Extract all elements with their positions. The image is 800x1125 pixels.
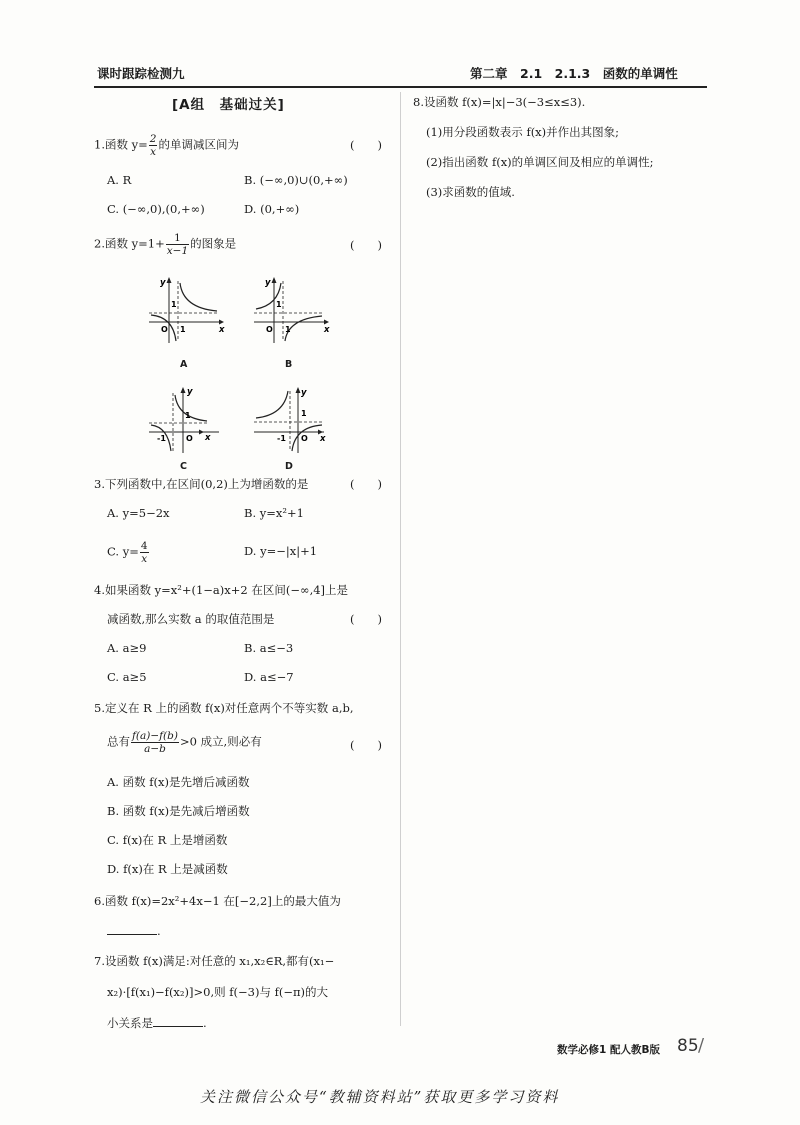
column-divider <box>400 92 401 1026</box>
q1-stem <box>94 133 239 158</box>
header-left: 课时跟踪检测九 <box>97 66 185 81</box>
graph-b-one-y: 1 <box>276 300 282 309</box>
q5-line2-prefix: 总有 <box>107 734 130 749</box>
q7-line3-end: . <box>203 1016 207 1030</box>
q5-option-c[interactable]: C. f(x)在 R 上是增函数 <box>107 833 228 847</box>
graph-a-origin: O <box>161 325 168 334</box>
q2-label-c: C <box>180 461 187 472</box>
q2-graph-c[interactable] <box>145 385 225 455</box>
q1-option-b[interactable]: B. (−∞,0)∪(0,+∞) <box>244 173 348 187</box>
q7-line2: x₂)·[f(x₁)−f(x₂)]>0,则 f(−3)与 f(−π)的大 <box>107 985 329 999</box>
graph-c-y-label: y <box>187 387 193 397</box>
graph-d-origin: O <box>301 434 308 443</box>
q5-answer-paren[interactable]: ( ) <box>350 738 382 752</box>
q8-line1: 8.设函数 f(x)=|x|−3(−3≤x≤3). <box>413 95 586 109</box>
bottom-handwritten-note: 关注微信公众号“教辅资料站”获取更多学习资料 <box>200 1088 560 1106</box>
footer-book-tag: 数学必修1 配人教B版 <box>557 1044 660 1056</box>
graph-b-y-arrow <box>272 277 277 283</box>
q6-line1: 6.函数 f(x)=2x²+4x−1 在[−2,2]上的最大值为 <box>94 894 341 908</box>
graph-d-y-label: y <box>301 388 307 398</box>
graph-c-x-label: x <box>205 433 211 443</box>
graph-c-x-arrow <box>199 430 204 435</box>
q5-line2 <box>107 730 262 755</box>
graph-a-y-arrow <box>167 277 172 283</box>
q5-frac-num: f(a)−f(b) <box>132 730 178 742</box>
q7-line3-text: 小关系是 <box>107 1016 153 1030</box>
graph-d-one-y: 1 <box>301 409 307 418</box>
graph-a-x-arrow <box>219 320 224 325</box>
q2-label-b: B <box>285 359 293 370</box>
graph-b-one-x: 1 <box>285 325 291 334</box>
q4-option-d[interactable]: D. a≤−7 <box>244 670 294 684</box>
graph-c-one-y: 1 <box>185 411 191 420</box>
q4-option-c[interactable]: C. a≥5 <box>107 670 147 684</box>
graph-c-origin: O <box>186 434 193 443</box>
q2-answer-paren[interactable]: ( ) <box>350 238 382 252</box>
q5-fraction <box>131 730 179 755</box>
graph-a-x-label: x <box>219 325 225 335</box>
page-number: 85 <box>677 1036 699 1056</box>
graph-c-y-arrow <box>181 387 186 393</box>
q8-part1: (1)用分段函数表示 f(x)并作出其图象; <box>426 125 620 139</box>
q6-line2-end: . <box>157 924 161 938</box>
q5-option-d[interactable]: D. f(x)在 R 上是减函数 <box>107 862 228 876</box>
q2-graph-a[interactable] <box>145 275 225 345</box>
q3-stem: 3.下列函数中,在区间(0,2)上为增函数的是 <box>94 477 309 491</box>
graph-b-x-label: x <box>324 325 330 335</box>
q1-option-c[interactable]: C. (−∞,0),(0,+∞) <box>107 202 205 216</box>
q2-frac-num: 1 <box>166 232 189 245</box>
section-title: [A组 基础过关] <box>172 97 285 113</box>
q4-line2: 减函数,那么实数 a 的取值范围是 <box>107 612 275 626</box>
q3-option-d[interactable]: D. y=−|x|+1 <box>244 544 318 558</box>
header-right: 第二章 2.1 2.1.3 函数的单调性 <box>470 66 678 81</box>
q2-label-d: D <box>285 461 293 472</box>
q5-frac-den: a−b <box>144 743 166 755</box>
header-rule <box>94 86 707 88</box>
graph-d-x-label: x <box>320 434 326 444</box>
q5-line2-suffix: >0 成立,则必有 <box>179 734 262 749</box>
q7-line3 <box>107 1014 207 1031</box>
q3-option-c-fraction <box>140 540 149 565</box>
q1-option-a[interactable]: A. R <box>107 173 132 187</box>
graph-d-neg-one: -1 <box>277 434 286 443</box>
q1-frac-num: 2 <box>149 133 157 145</box>
q3-option-c-num: 4 <box>140 540 148 552</box>
q2-label-a: A <box>180 359 188 370</box>
graph-a-one-y: 1 <box>171 300 177 309</box>
q4-option-b[interactable]: B. a≤−3 <box>244 641 294 655</box>
q2-frac-den: x−1 <box>166 245 189 257</box>
q1-fraction <box>149 133 158 158</box>
graph-b-origin: O <box>266 325 273 334</box>
q3-answer-paren[interactable]: ( ) <box>350 477 382 491</box>
graph-d-y-arrow <box>296 387 301 393</box>
q5-option-a[interactable]: A. 函数 f(x)是先增后减函数 <box>107 775 250 789</box>
q8-part3: (3)求函数的值域. <box>426 185 515 199</box>
q1-suffix: 的单调减区间为 <box>158 137 239 152</box>
q8-part2: (2)指出函数 f(x)的单调区间及相应的单调性; <box>426 155 654 169</box>
graph-a-one-x: 1 <box>180 325 186 334</box>
graph-d-branch-left <box>256 391 288 418</box>
q1-option-d[interactable]: D. (0,+∞) <box>244 202 300 216</box>
q5-option-b[interactable]: B. 函数 f(x)是先减后增函数 <box>107 804 250 818</box>
q2-graph-b[interactable] <box>250 275 330 345</box>
page-slash: / <box>698 1035 705 1056</box>
graph-c-neg-one: -1 <box>157 434 166 443</box>
q5-line1: 5.定义在 R 上的函数 f(x)对任意两个不等实数 a,b, <box>94 701 354 715</box>
q2-suffix: 的图象是 <box>190 236 237 251</box>
q3-option-c-prefix: C. y= <box>107 544 139 559</box>
q4-option-a[interactable]: A. a≥9 <box>107 641 147 655</box>
q3-option-a[interactable]: A. y=5−2x <box>107 506 170 520</box>
graph-b-y-label: y <box>265 278 271 288</box>
q3-option-b[interactable]: B. y=x²+1 <box>244 506 304 520</box>
q2-graph-d[interactable] <box>250 385 330 455</box>
q2-stem <box>94 232 236 257</box>
q1-prefix: 1.函数 y= <box>94 137 148 152</box>
q6-line2 <box>107 922 161 938</box>
q7-answer-blank[interactable] <box>153 1014 203 1027</box>
graph-a-branch-right <box>180 283 217 311</box>
q1-answer-paren[interactable]: ( ) <box>350 138 382 152</box>
q3-option-c-den: x <box>141 553 148 565</box>
q4-line1: 4.如果函数 y=x²+(1−a)x+2 在区间(−∞,4]上是 <box>94 583 349 597</box>
q4-answer-paren[interactable]: ( ) <box>350 612 382 626</box>
q7-line1: 7.设函数 f(x)满足:对任意的 x₁,x₂∈R,都有(x₁− <box>94 954 335 968</box>
q1-frac-den: x <box>150 146 157 158</box>
q2-fraction <box>166 232 189 257</box>
q3-option-c[interactable] <box>107 540 150 565</box>
graph-c-branch-right <box>175 395 207 421</box>
q2-prefix: 2.函数 y=1+ <box>94 236 165 251</box>
q6-answer-blank[interactable] <box>107 922 157 935</box>
graph-b-x-arrow <box>324 320 329 325</box>
graph-a-y-label: y <box>160 278 166 288</box>
